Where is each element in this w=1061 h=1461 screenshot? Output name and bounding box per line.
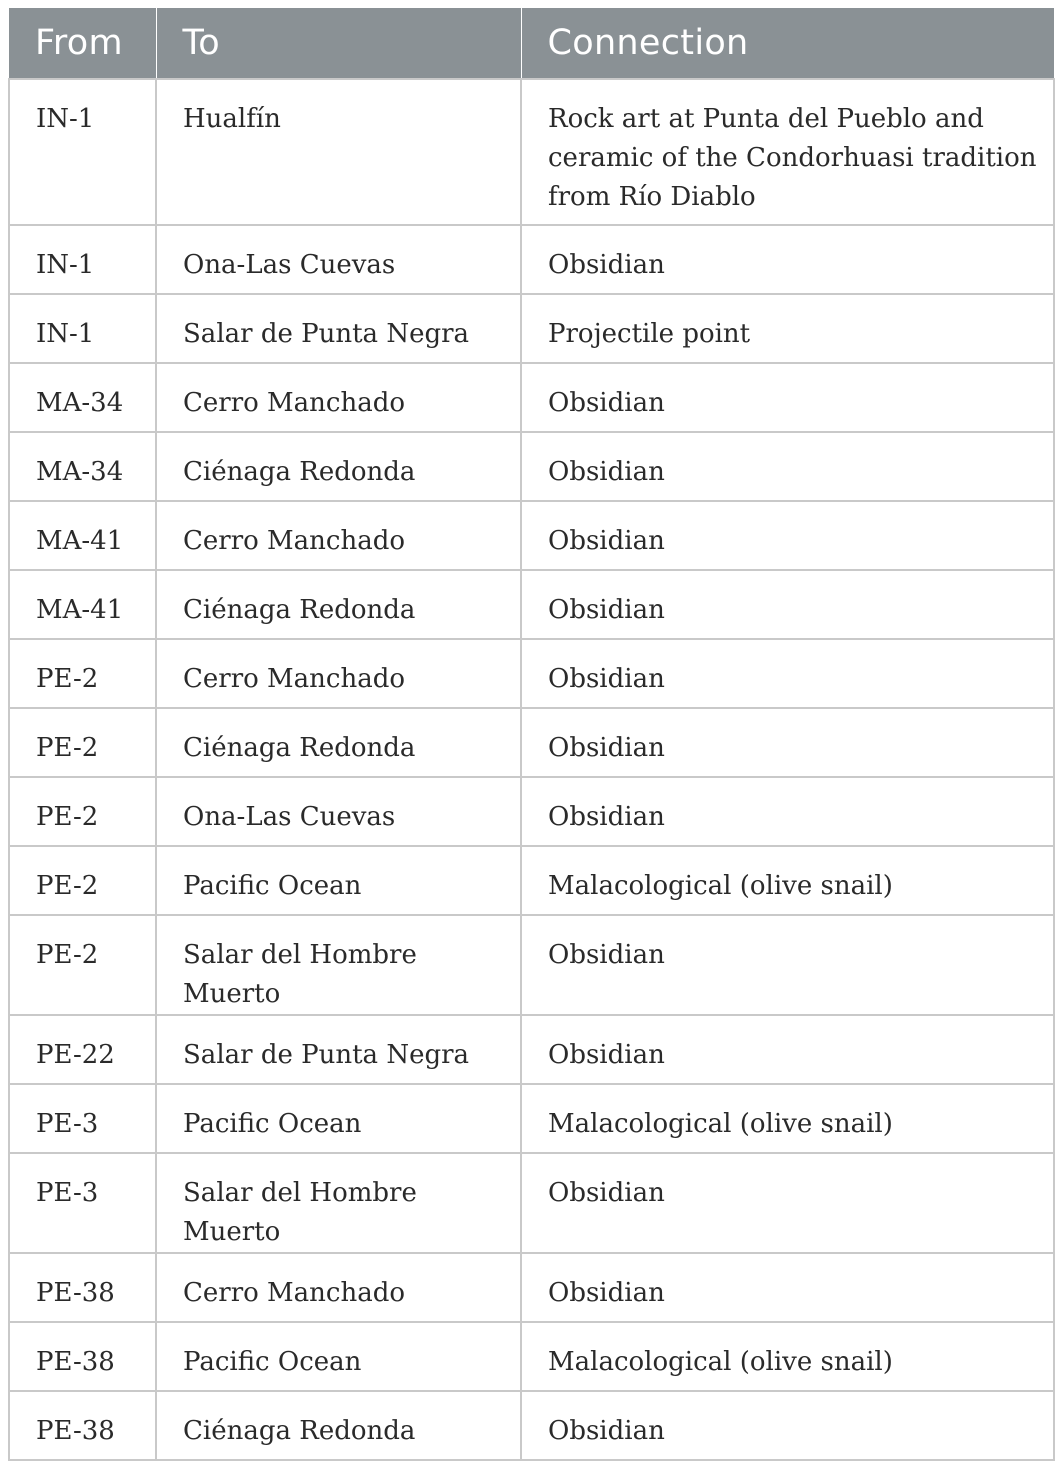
- cell-from: PE-38: [9, 1391, 156, 1460]
- cell-connection: Obsidian: [521, 1153, 1054, 1253]
- cell-connection: Projectile point: [521, 294, 1054, 363]
- cell-to: Pacific Ocean: [156, 846, 521, 915]
- cell-from: IN-1: [9, 294, 156, 363]
- cell-connection: Obsidian: [521, 915, 1054, 1015]
- table-row: [9, 570, 1054, 639]
- cell-from: MA-41: [9, 570, 156, 639]
- table-row: [9, 1084, 1054, 1153]
- table-row: [9, 708, 1054, 777]
- cell-to: Ona-Las Cuevas: [156, 225, 521, 294]
- cell-connection: Obsidian: [521, 432, 1054, 501]
- table-row: [9, 225, 1054, 294]
- table-row: [9, 501, 1054, 570]
- cell-connection: Obsidian: [521, 1015, 1054, 1084]
- table-row: [9, 1153, 1054, 1253]
- cell-from: PE-2: [9, 708, 156, 777]
- table-row: [9, 1015, 1054, 1084]
- cell-connection: Obsidian: [521, 570, 1054, 639]
- cell-connection: Obsidian: [521, 708, 1054, 777]
- cell-to: Ciénaga Redonda: [156, 432, 521, 501]
- cell-to: Pacific Ocean: [156, 1084, 521, 1153]
- table-row: [9, 1253, 1054, 1322]
- cell-connection: Malacological (olive snail): [521, 846, 1054, 915]
- cell-to: Hualfín: [156, 79, 521, 225]
- cell-from: IN-1: [9, 225, 156, 294]
- cell-to: Salar del Hombre Muerto: [156, 1153, 521, 1253]
- cell-connection: Obsidian: [521, 1391, 1054, 1460]
- connections-table-container: [8, 8, 1053, 1461]
- cell-from: MA-34: [9, 363, 156, 432]
- cell-to: Salar de Punta Negra: [156, 294, 521, 363]
- table-row: [9, 1391, 1054, 1460]
- cell-to: Salar del Hombre Muerto: [156, 915, 521, 1015]
- table-body: [9, 79, 1054, 1460]
- cell-from: PE-2: [9, 846, 156, 915]
- cell-connection: Rock art at Punta del Pueblo and ceramic of the Condorhuasi tradition from Río Diablo: [521, 79, 1054, 225]
- cell-connection: Obsidian: [521, 501, 1054, 570]
- table-row: [9, 1322, 1054, 1391]
- cell-from: MA-34: [9, 432, 156, 501]
- table-header: [9, 8, 1054, 79]
- table-row: [9, 294, 1054, 363]
- cell-from: IN-1: [9, 79, 156, 225]
- header-row: [9, 8, 1054, 79]
- header-from: From: [9, 8, 156, 79]
- table-row: [9, 363, 1054, 432]
- header-connection: Connection: [521, 8, 1054, 79]
- cell-from: PE-22: [9, 1015, 156, 1084]
- cell-to: Ciénaga Redonda: [156, 708, 521, 777]
- cell-connection: Obsidian: [521, 363, 1054, 432]
- table-row: [9, 915, 1054, 1015]
- cell-to: Salar de Punta Negra: [156, 1015, 521, 1084]
- cell-to: Pacific Ocean: [156, 1322, 521, 1391]
- cell-connection: Obsidian: [521, 225, 1054, 294]
- table-row: [9, 777, 1054, 846]
- table-row: [9, 432, 1054, 501]
- cell-from: PE-2: [9, 639, 156, 708]
- cell-to: Ona-Las Cuevas: [156, 777, 521, 846]
- cell-connection: Obsidian: [521, 639, 1054, 708]
- table-row: [9, 79, 1054, 225]
- cell-from: PE-3: [9, 1084, 156, 1153]
- cell-from: PE-38: [9, 1253, 156, 1322]
- cell-connection: Obsidian: [521, 777, 1054, 846]
- cell-to: Ciénaga Redonda: [156, 1391, 521, 1460]
- cell-to: Cerro Manchado: [156, 1253, 521, 1322]
- cell-connection: Malacological (olive snail): [521, 1084, 1054, 1153]
- cell-to: Cerro Manchado: [156, 639, 521, 708]
- cell-from: PE-2: [9, 915, 156, 1015]
- cell-from: PE-3: [9, 1153, 156, 1253]
- cell-to: Cerro Manchado: [156, 363, 521, 432]
- cell-from: PE-2: [9, 777, 156, 846]
- cell-to: Ciénaga Redonda: [156, 570, 521, 639]
- cell-connection: Malacological (olive snail): [521, 1322, 1054, 1391]
- cell-connection: Obsidian: [521, 1253, 1054, 1322]
- cell-from: MA-41: [9, 501, 156, 570]
- connections-table: [8, 8, 1055, 1461]
- table-row: [9, 846, 1054, 915]
- table-row: [9, 639, 1054, 708]
- header-to: To: [156, 8, 521, 79]
- cell-from: PE-38: [9, 1322, 156, 1391]
- cell-to: Cerro Manchado: [156, 501, 521, 570]
